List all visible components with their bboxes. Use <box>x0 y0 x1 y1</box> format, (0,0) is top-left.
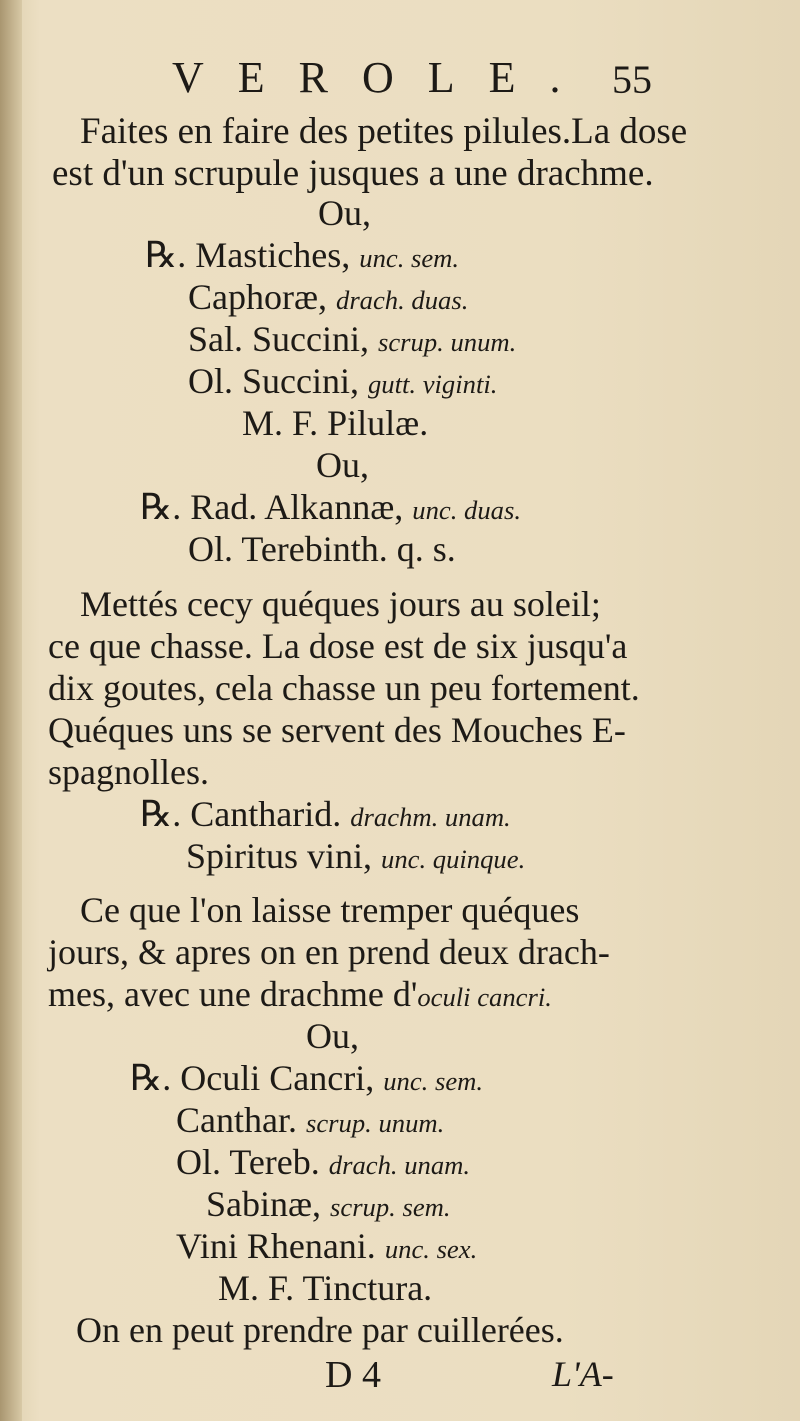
recipe-line-oculi-cancri: ℞. Oculi Cancri, unc. sem. <box>130 1058 484 1098</box>
text-line-cuillerees: On en peut prendre par cuillerées. <box>76 1310 564 1350</box>
recipe-line-sal-succini: Sal. Succini, scrup. unum. <box>188 319 517 359</box>
text-line-queques-uns: Quéques uns se servent des Mouches E- <box>48 710 626 750</box>
recipe-line-ol-tereb: Ol. Tereb. drach. unam. <box>176 1142 471 1182</box>
text-line-jours: jours, & apres on en prend deux drach- <box>48 932 610 972</box>
text-line-mettes: Mettés cecy quéques jours au soleil; <box>80 584 601 624</box>
text-line-ce-que: Ce que l'on laisse tremper quéques <box>80 890 580 930</box>
separator-ou-2: Ou, <box>316 445 369 485</box>
signature-mark: D 4 <box>325 1354 381 1396</box>
text-line-dix-goutes: dix goutes, cela chasse un peu fortement. <box>48 668 640 708</box>
recipe-line-tinctura: M. F. Tinctura. <box>218 1268 433 1308</box>
recipe-line-mastiches: ℞. Mastiches, unc. sem. <box>145 235 460 275</box>
text-line-spagnolles: spagnolles. <box>48 752 209 792</box>
recipe-line-caphorae: Caphoræ, drach. duas. <box>188 277 469 317</box>
recipe-line-terebinth: Ol. Terebinth. q. s. <box>188 529 456 569</box>
text-line-2: est d'un scrupule jusques a une drachme. <box>52 153 654 194</box>
text-line-chasse: ce que chasse. La dose est de six jusqu'a <box>48 626 628 666</box>
recipe-line-sabinae: Sabinæ, scrup. sem. <box>206 1184 451 1224</box>
recipe-line-alkannae: ℞. Rad. Alkannæ, unc. duas. <box>140 487 521 527</box>
recipe-line-cantharid: ℞. Cantharid. drachm. unam. <box>140 794 511 834</box>
page-number: 55 <box>612 57 652 102</box>
text-line-mes: mes, avec une drachme d'oculi cancri. <box>48 974 552 1014</box>
separator-ou-3: Ou, <box>306 1016 359 1056</box>
running-title: VEROLE. <box>172 53 595 102</box>
separator-ou-1: Ou, <box>318 193 371 233</box>
catchword: L'A- <box>552 1354 614 1394</box>
page-gutter-shadow <box>0 0 22 1421</box>
recipe-line-canthar: Canthar. scrup. unum. <box>176 1100 445 1140</box>
recipe-line-pilulae: M. F. Pilulæ. <box>242 403 429 443</box>
recipe-line-vini-rhenani: Vini Rhenani. unc. sex. <box>176 1226 478 1266</box>
recipe-line-spiritus-vini: Spiritus vini, unc. quinque. <box>186 836 526 876</box>
recipe-line-ol-succini: Ol. Succini, gutt. viginti. <box>188 361 498 401</box>
text-line-1: Faites en faire des petites pilules.La dose <box>80 111 688 152</box>
